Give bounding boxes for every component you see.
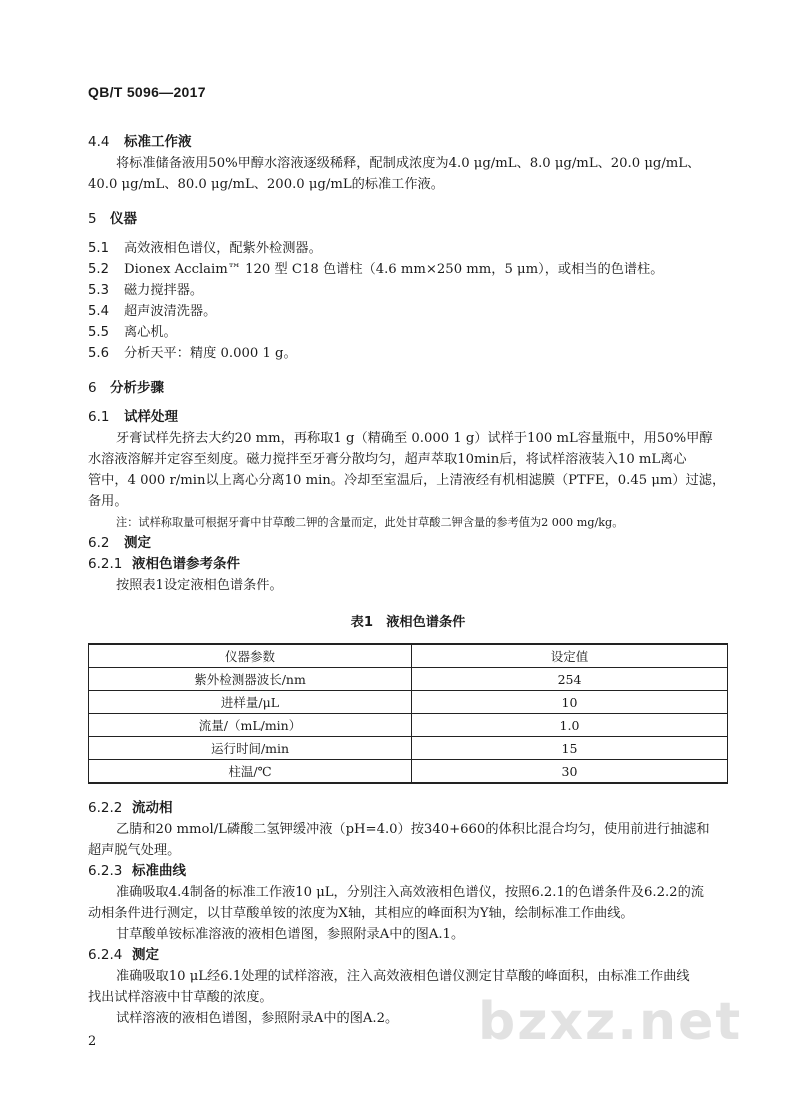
item-number: 5.5 bbox=[88, 325, 109, 340]
item-text: 离心机。 bbox=[124, 325, 177, 340]
item-text: 超声波清洗器。 bbox=[124, 304, 217, 319]
section-number: 6.2 bbox=[88, 535, 110, 551]
list-item bbox=[88, 280, 728, 301]
paragraph: 甘草酸单铵标准溶液的液相色谱图，参照附录A中的图A.1。 bbox=[116, 927, 465, 942]
list-item bbox=[88, 259, 728, 280]
section-title: 流动相 bbox=[132, 800, 173, 816]
paragraph: 动相条件进行测定，以甘草酸单铵的浓度为X轴，其相应的峰面积为Y轴，绘制标准工作曲线。 bbox=[88, 906, 634, 921]
section-number: 4.4 bbox=[88, 134, 110, 150]
table-row bbox=[89, 737, 728, 760]
section-title: 标准曲线 bbox=[132, 863, 186, 879]
section-title: 仪器 bbox=[110, 211, 137, 227]
table-row bbox=[89, 691, 728, 714]
section-6-1-heading bbox=[88, 407, 728, 428]
paragraph: 40.0 μg/mL、80.0 μg/mL、200.0 μg/mL的标准工作液。 bbox=[88, 177, 444, 192]
table-cell: 254 bbox=[412, 668, 728, 691]
paragraph: 水溶液溶解并定容至刻度。磁力搅拌至牙膏分散均匀，超声萃取10min后，将试样溶液装入10 mL离心 bbox=[88, 452, 687, 467]
item-text: 高效液相色谱仪，配紫外检测器。 bbox=[124, 241, 322, 256]
section-6-2-heading bbox=[88, 533, 728, 554]
item-text: Dionex Acclaim™ 120 型 C18 色谱柱（4.6 mm×250 mm，5 μm），或相当的色谱柱。 bbox=[124, 262, 664, 277]
section-6-2-3-heading bbox=[88, 861, 728, 882]
item-number: 5.3 bbox=[88, 283, 109, 298]
table-row bbox=[89, 760, 728, 784]
list-item bbox=[88, 238, 728, 259]
paragraph: 准确吸取4.4制备的标准工作液10 μL，分别注入高效液相色谱仪，按照6.2.1的色谱条件及6.2.2的流 bbox=[116, 885, 704, 900]
section-title: 标准工作液 bbox=[124, 134, 192, 150]
document-id: QB/T 5096—2017 bbox=[88, 84, 206, 100]
column-header: 设定值 bbox=[412, 644, 728, 668]
table-cell: 紫外检测器波长/nm bbox=[89, 668, 412, 691]
section-number: 6.1 bbox=[88, 409, 110, 425]
list-item bbox=[88, 322, 728, 343]
section-number: 6.2.4 bbox=[88, 947, 123, 963]
item-number: 5.1 bbox=[88, 241, 109, 256]
table-header-row bbox=[89, 644, 728, 668]
table-cell: 10 bbox=[412, 691, 728, 714]
table-cell: 1.0 bbox=[412, 714, 728, 737]
note: 注：试样称取量可根据牙膏中甘草酸二钾的含量而定，此处甘草酸二钾含量的参考值为2 000 mg/kg。 bbox=[116, 516, 624, 529]
paragraph: 管中，4 000 r/min以上离心分离10 min。冷却至室温后，上清液经有机相滤膜（PTFE，0.45 μm）过滤， bbox=[88, 473, 726, 488]
table-cell: 流量/（mL/min） bbox=[89, 714, 412, 737]
table-row bbox=[89, 714, 728, 737]
paragraph: 找出试样溶液中甘草酸的浓度。 bbox=[88, 990, 273, 1005]
chromatography-conditions-table bbox=[88, 643, 728, 784]
section-6-2-1-heading bbox=[88, 554, 728, 575]
table-cell: 30 bbox=[412, 760, 728, 784]
section-6-heading bbox=[88, 378, 728, 399]
section-4-4-heading bbox=[88, 132, 728, 153]
list-item bbox=[88, 343, 728, 364]
section-title: 测定 bbox=[124, 535, 151, 551]
page-number: 2 bbox=[88, 1034, 97, 1049]
table-cell: 15 bbox=[412, 737, 728, 760]
column-header: 仪器参数 bbox=[89, 644, 412, 668]
item-number: 5.2 bbox=[88, 262, 109, 277]
item-number: 5.6 bbox=[88, 346, 109, 361]
section-title: 试样处理 bbox=[124, 409, 178, 425]
section-6-2-2-heading bbox=[88, 798, 728, 819]
item-text: 分析天平：精度 0.000 1 g。 bbox=[124, 346, 297, 361]
section-title: 分析步骤 bbox=[110, 380, 164, 396]
paragraph: 牙膏试样先挤去大约20 mm，再称取1 g（精确至 0.000 1 g）试样于100 mL容量瓶中，用50%甲醇 bbox=[116, 431, 713, 446]
paragraph: 按照表1设定液相色谱条件。 bbox=[116, 578, 283, 593]
document-body bbox=[88, 132, 728, 1029]
list-item bbox=[88, 301, 728, 322]
paragraph: 超声脱气处理。 bbox=[88, 843, 181, 858]
section-6-2-4-heading bbox=[88, 945, 728, 966]
section-number: 6 bbox=[88, 380, 97, 396]
section-number: 6.2.2 bbox=[88, 800, 123, 816]
paragraph: 将标准储备液用50%甲醇水溶液逐级稀释，配制成浓度为4.0 μg/mL、8.0 μg/mL、20.0 μg/mL、 bbox=[116, 156, 701, 171]
item-number: 5.4 bbox=[88, 304, 109, 319]
section-5-heading bbox=[88, 209, 728, 230]
section-number: 6.2.3 bbox=[88, 863, 123, 879]
table-cell: 柱温/℃ bbox=[89, 760, 412, 784]
table-row bbox=[89, 668, 728, 691]
section-number: 6.2.1 bbox=[88, 556, 123, 572]
table-cell: 运行时间/min bbox=[89, 737, 412, 760]
item-text: 磁力搅拌器。 bbox=[124, 283, 204, 298]
paragraph: 试样溶液的液相色谱图，参照附录A中的图A.2。 bbox=[116, 1011, 399, 1026]
table-cell: 进样量/μL bbox=[89, 691, 412, 714]
paragraph: 备用。 bbox=[88, 494, 128, 509]
section-title: 液相色谱参考条件 bbox=[132, 556, 240, 572]
watermark: bzxz.net bbox=[478, 992, 743, 1052]
paragraph: 乙腈和20 mmol/L磷酸二氢钾缓冲液（pH=4.0）按340+660的体积比混合均匀，使用前进行抽滤和 bbox=[116, 822, 710, 837]
section-title: 测定 bbox=[132, 947, 159, 963]
paragraph: 准确吸取10 μL经6.1处理的试样溶液，注入高效液相色谱仪测定甘草酸的峰面积，由标准工作曲线 bbox=[116, 969, 690, 984]
section-number: 5 bbox=[88, 211, 97, 227]
table-title: 表1 液相色谱条件 bbox=[350, 615, 466, 630]
